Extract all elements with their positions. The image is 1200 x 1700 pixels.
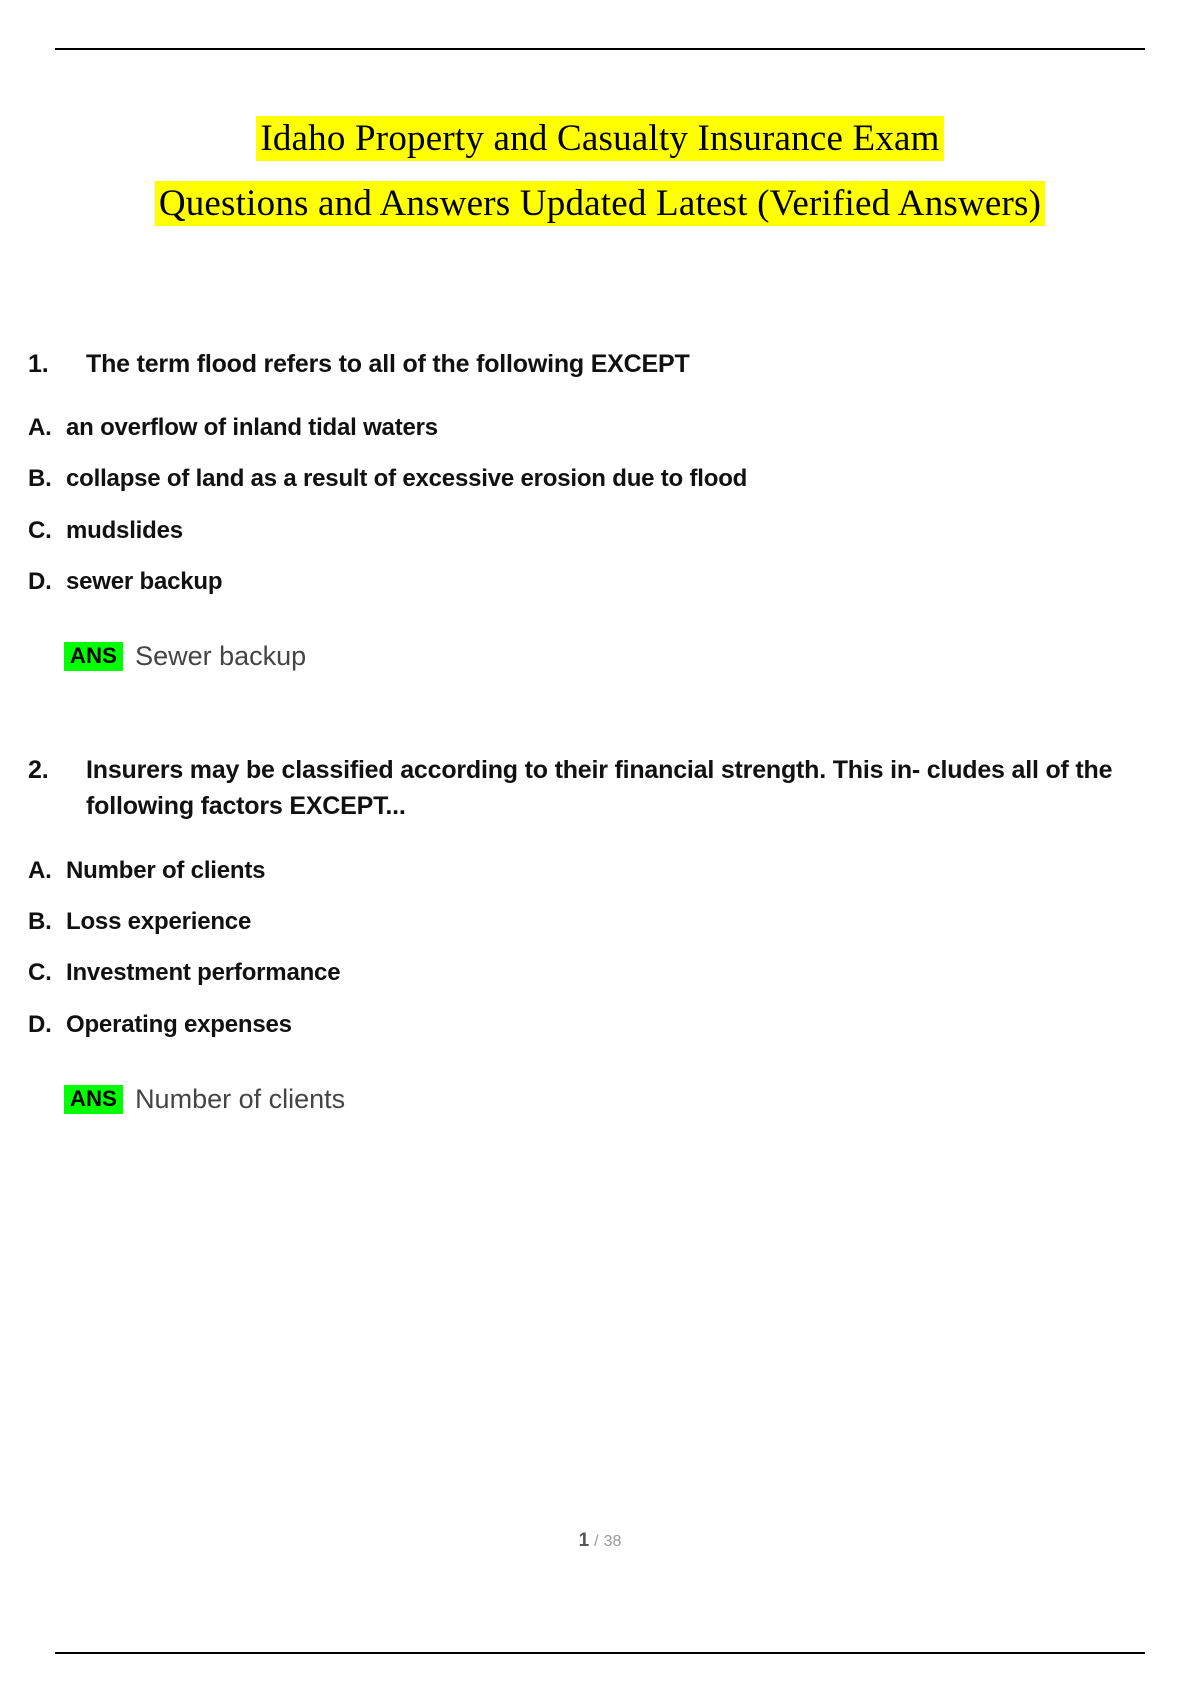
document-title bbox=[28, 120, 1172, 224]
answer-badge: ANS bbox=[64, 1085, 123, 1114]
page-separator: / bbox=[594, 1533, 599, 1550]
title-body-spacer bbox=[28, 250, 1172, 346]
total-page-count: 38 bbox=[603, 1533, 622, 1550]
option-item bbox=[28, 1009, 1172, 1040]
option-text: sewer backup bbox=[66, 567, 223, 595]
title-line-1 bbox=[28, 120, 1172, 159]
option-letter: D. bbox=[28, 1010, 52, 1038]
question-1-answer bbox=[64, 641, 1172, 672]
title-line-1-highlight: Idaho Property and Casualty Insurance Exam bbox=[256, 116, 943, 161]
question-2-number: 2. bbox=[28, 755, 49, 784]
option-item bbox=[28, 566, 1172, 597]
question-2-heading bbox=[28, 752, 1172, 825]
option-text: mudslides bbox=[66, 516, 183, 544]
title-line-2-highlight: Questions and Answers Updated Latest (Verified Answers) bbox=[155, 181, 1045, 226]
page-footer bbox=[0, 1530, 1200, 1552]
answer-text: Sewer backup bbox=[135, 640, 307, 671]
option-text: Operating expenses bbox=[66, 1010, 292, 1038]
option-letter: C. bbox=[28, 516, 52, 544]
option-item bbox=[28, 906, 1172, 937]
option-letter: A. bbox=[28, 856, 52, 884]
option-item bbox=[28, 515, 1172, 546]
question-1-text: The term flood refers to all of the following EXCEPT bbox=[86, 349, 690, 378]
answer-text: Number of clients bbox=[135, 1083, 346, 1114]
option-text: Number of clients bbox=[66, 856, 266, 884]
question-1-options bbox=[28, 412, 1172, 597]
option-letter: D. bbox=[28, 567, 52, 595]
option-item bbox=[28, 412, 1172, 443]
question-block-2 bbox=[28, 752, 1172, 1115]
answer-badge: ANS bbox=[64, 642, 123, 671]
title-line-2 bbox=[28, 182, 1172, 224]
question-2-text: Insurers may be classified according to their financial strength. This in- cludes all of the following factors EXCEPT... bbox=[86, 755, 1113, 821]
option-item bbox=[28, 957, 1172, 988]
question-2-options bbox=[28, 855, 1172, 1040]
option-text: collapse of land as a result of excessive erosion due to flood bbox=[66, 465, 748, 493]
page-bottom-rule bbox=[55, 1652, 1145, 1654]
option-text: Loss experience bbox=[66, 908, 252, 936]
page-top-rule bbox=[55, 48, 1145, 50]
option-letter: B. bbox=[28, 908, 52, 936]
option-text: an overflow of inland tidal waters bbox=[66, 414, 438, 442]
question-1-heading bbox=[28, 346, 1172, 383]
option-text: Investment performance bbox=[66, 959, 341, 987]
option-item bbox=[28, 855, 1172, 886]
option-letter: B. bbox=[28, 465, 52, 493]
option-letter: C. bbox=[28, 959, 52, 987]
page-content bbox=[28, 120, 1172, 1123]
current-page-number: 1 bbox=[578, 1530, 590, 1551]
question-gap bbox=[28, 680, 1172, 752]
question-block-1 bbox=[28, 346, 1172, 672]
option-item bbox=[28, 463, 1172, 494]
question-2-answer bbox=[64, 1084, 1172, 1115]
question-1-number: 1. bbox=[28, 349, 49, 378]
option-letter: A. bbox=[28, 414, 52, 442]
